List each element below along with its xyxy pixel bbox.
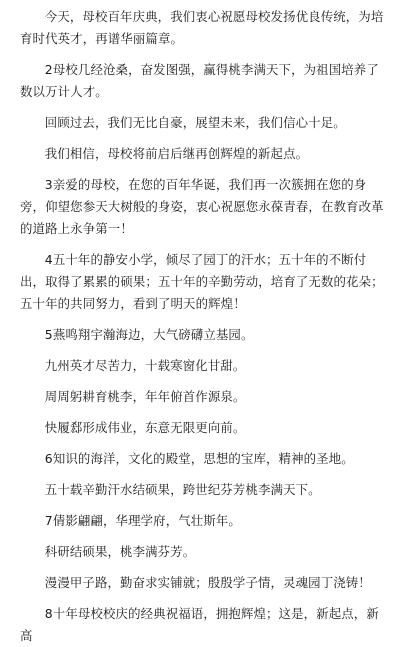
paragraph-16: 8十年母校校庆的经典祝福语，拥抱辉煌；这是，新起点，新高 [20,606,379,643]
paragraph-7: 5燕鸣翔宇瀚海边，大气磅礴立基园。 [44,327,254,342]
paragraph-4: 我们相信，母校将前启后继再创辉煌的新起点。 [44,146,309,161]
paragraph-11: 6知识的海洋，文化的殿堂，思想的宝库，精神的圣地。 [44,451,354,466]
paragraph-3: 回顾过去，我们无比自豪，展望未来，我们信心十足。 [44,115,346,130]
paragraph-2: 2母校几经沧桑，奋发图强，赢得桃李满天下，为祖国培养了数以万计人才。 [20,62,379,99]
paragraph-9: 周周躬耕育桃李，年年俯首作源泉。 [44,389,246,404]
paragraph-8: 九州英才尽苦力，十载寒窗化甘甜。 [44,358,246,373]
paragraph-12: 五十载辛勤汗水结硕果，跨世纪芬芳桃李满天下。 [44,482,321,497]
paragraph-15: 漫漫甲子路，勤奋求实铺就；殷殷学子情，灵魂园丁浇铸！ [44,575,371,590]
paragraph-13: 7倩影翩翩，华理学府，气壮斯年。 [44,513,241,528]
paragraph-5: 3亲爱的母校，在您的百年华诞，我们再一次簇拥在您的身旁，仰望您参天大树般的身姿，衷心祝愿您永葆青春，在教育改革的道路上永争第一！ [20,177,384,236]
paragraph-1: 今天，母校百年庆典，我们衷心祝愿母校发扬优良传统，为培育时代英才，再谱华丽篇章。 [20,9,384,46]
paragraph-14: 科研结硕果，桃李满芬芳。 [44,544,196,559]
paragraph-6: 4五十年的静安小学，倾尽了园丁的汗水；五十年的不断付出，取得了累累的硕果；五十年的辛勤劳动，培育了无数的花朵；五十年的共同努力，看到了明天的辉煌！ [20,252,384,311]
paragraph-10: 快履郄形成伟业，东意无限更向前。 [44,420,246,435]
